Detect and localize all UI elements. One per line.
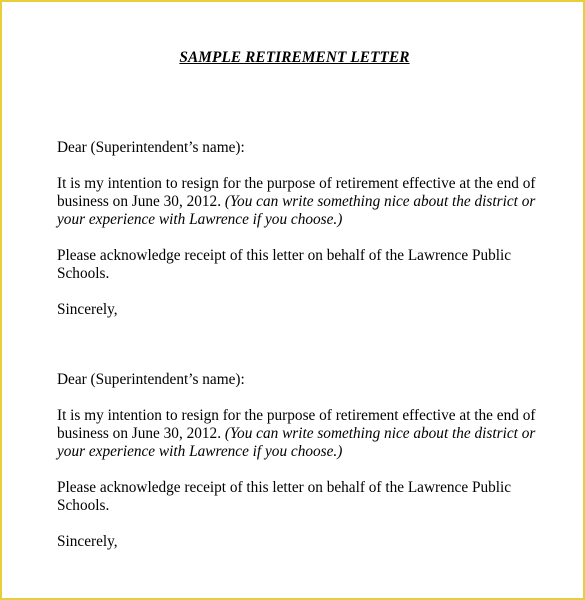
body-paragraph-intent — [57, 175, 557, 229]
body-text: It is my intention to resign for the purpose of retirement effective at the end of business on June 30, 2012. — [57, 175, 536, 210]
body-italic-note: (You can write something nice about the district or your experience with Lawrence if you choose.) — [57, 425, 536, 460]
body-text: It is my intention to resign for the purpose of retirement effective at the end of business on June 30, 2012. — [57, 407, 536, 442]
body-italic-note: (You can write something nice about the district or your experience with Lawrence if you choose.) — [57, 193, 536, 228]
document-title: SAMPLE RETIREMENT LETTER — [179, 49, 410, 66]
letter-section — [57, 139, 557, 337]
closing: Sincerely, — [57, 533, 118, 550]
body-paragraph-acknowledge: Please acknowledge receipt of this letter on behalf of the Lawrence Public Schools. — [57, 479, 512, 514]
body-paragraph-intent — [57, 407, 557, 461]
closing: Sincerely, — [57, 301, 118, 318]
letter-section — [57, 371, 557, 569]
salutation: Dear (Superintendent’s name): — [57, 371, 245, 388]
body-paragraph-acknowledge: Please acknowledge receipt of this letter on behalf of the Lawrence Public Schools. — [57, 247, 512, 282]
salutation: Dear (Superintendent’s name): — [57, 139, 245, 156]
